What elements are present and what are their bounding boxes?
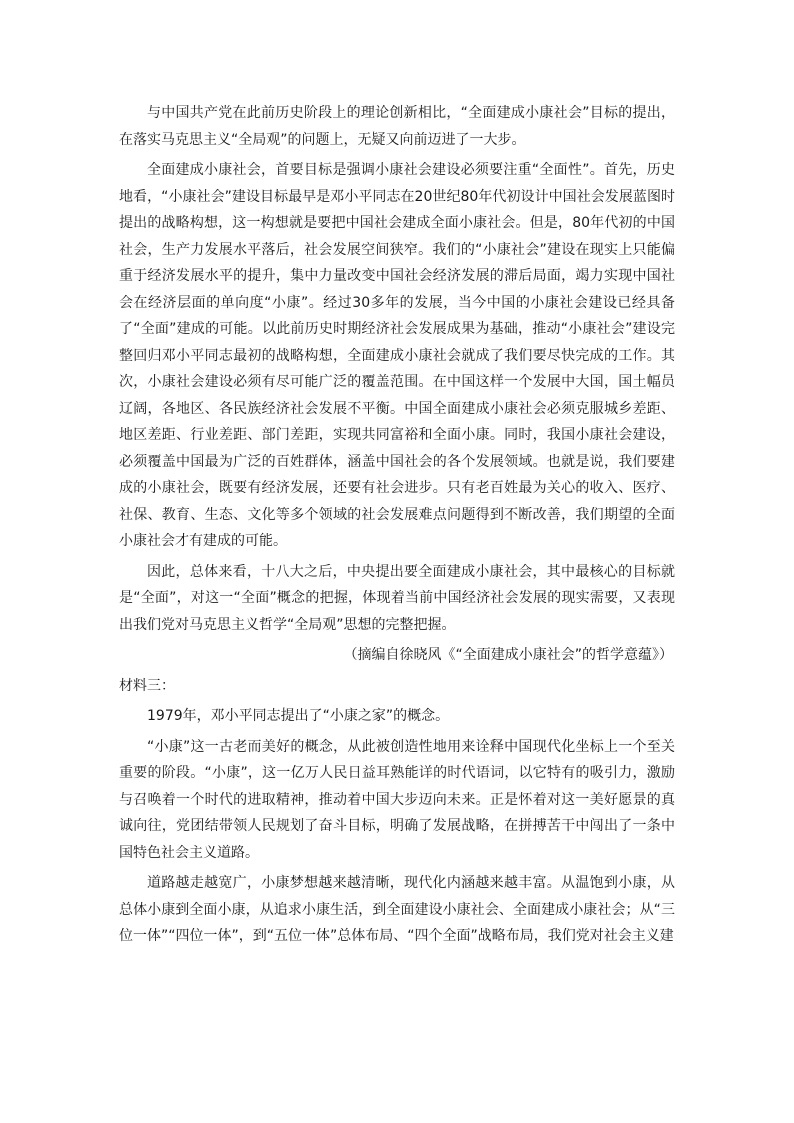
paragraph-6: 道路越走越宽广，小康梦想越来越清晰，现代化内涵越来越丰富。从温饱到小康，从总体小康到全面小康，从追求小康生活，到全面建设小康社会、全面建成小康社会；从“三位一体”“四位一体”，到“五位一体”总体布局、“四个全面”战略布局，我们党对社会主义建	[119, 875, 675, 944]
paragraph-1: 与中国共产党在此前历史阶段上的理论创新相比，“全面建成小康社会”目标的提出，在落实马克思主义“全局观”的问题上，无疑又向前迈进了一大步。	[119, 105, 675, 148]
source-citation: （摘编自徐晓风《“全面建成小康社会”的哲学意蕴》）	[343, 647, 673, 663]
paragraph-4: 1979年，邓小平同志提出了“小康之家”的概念。	[147, 708, 450, 724]
paragraph-5: “小康”这一古老而美好的概念，从此被创造性地用来诠释中国现代化坐标上一个至关重要的阶段。“小康”，这一亿万人民日益耳熟能详的时代语词，以它特有的吸引力，激励与召唤着一个时代的进取精神，推动着中国大步迈向未来。正是怀着对这一美好愿景的真诚向往，党团结带领人民规划了奋斗目标，明确了发展战略，在拼搏苦干中闯出了一条中国特色社会主义道路。	[119, 738, 675, 861]
material-label: 材料三：	[119, 677, 175, 694]
document-body	[119, 100, 675, 954]
paragraph-3: 因此，总体来看，十八大之后，中央提出要全面建成小康社会，其中最核心的目标就是“全面”，对这一“全面”概念的把握，体现着当前中国经济社会发展的现实需要，又表现出我们党对马克思主义哲学“全局观”思想的完整把握。	[119, 563, 675, 633]
paragraph-2: 全面建成小康社会，首要目标是强调小康社会建设必须要注重“全面性”。首先，历史地看，“小康社会”建设目标最早是邓小平同志在20世纪80年代初设计中国社会发展蓝图时提出的战略构想，这一构想就是要把中国社会建成全面小康社会。但是，80年代初的中国社会，生产力发展水平落后，社会发展空间狭窄。我们的“小康社会”建设在现实上只能偏重于经济发展水平的提升，集中力量改变中国社会经济发展的滞后局面，竭力实现中国社会在经济层面的单向度“小康”。经过30多年的发展，当今中国的小康社会建设已经具备了“全面”建成的可能。以此前历史时期经济社会发展成果为基础，推动“小康社会”建设完整回归邓小平同志最初的战略构想，全面建成小康社会就成了我们要尽快完成的工作。其次，小康社会建设必须有尽可能广泛的覆盖范围。在中国这样一个发展中大国，国土幅员辽阔，各地区、各民族经济社会发展不平衡。中国全面建成小康社会必须克服城乡差距、地区差距、行业差距、部门差距，实现共同富裕和全面小康。同时，我国小康社会建设，必须覆盖中国最为广泛的百姓群体，涵盖中国社会的各个发展领域。也就是说，我们要建成的小康社会，既要有经济发展，还要有社会进步。只有老百姓最为关心的收入、医疗、社保、教育、生态、文化等多个领域的社会发展难点问题得到不断改善，我们期望的全面小康社会才有建成的可能。	[119, 162, 675, 549]
